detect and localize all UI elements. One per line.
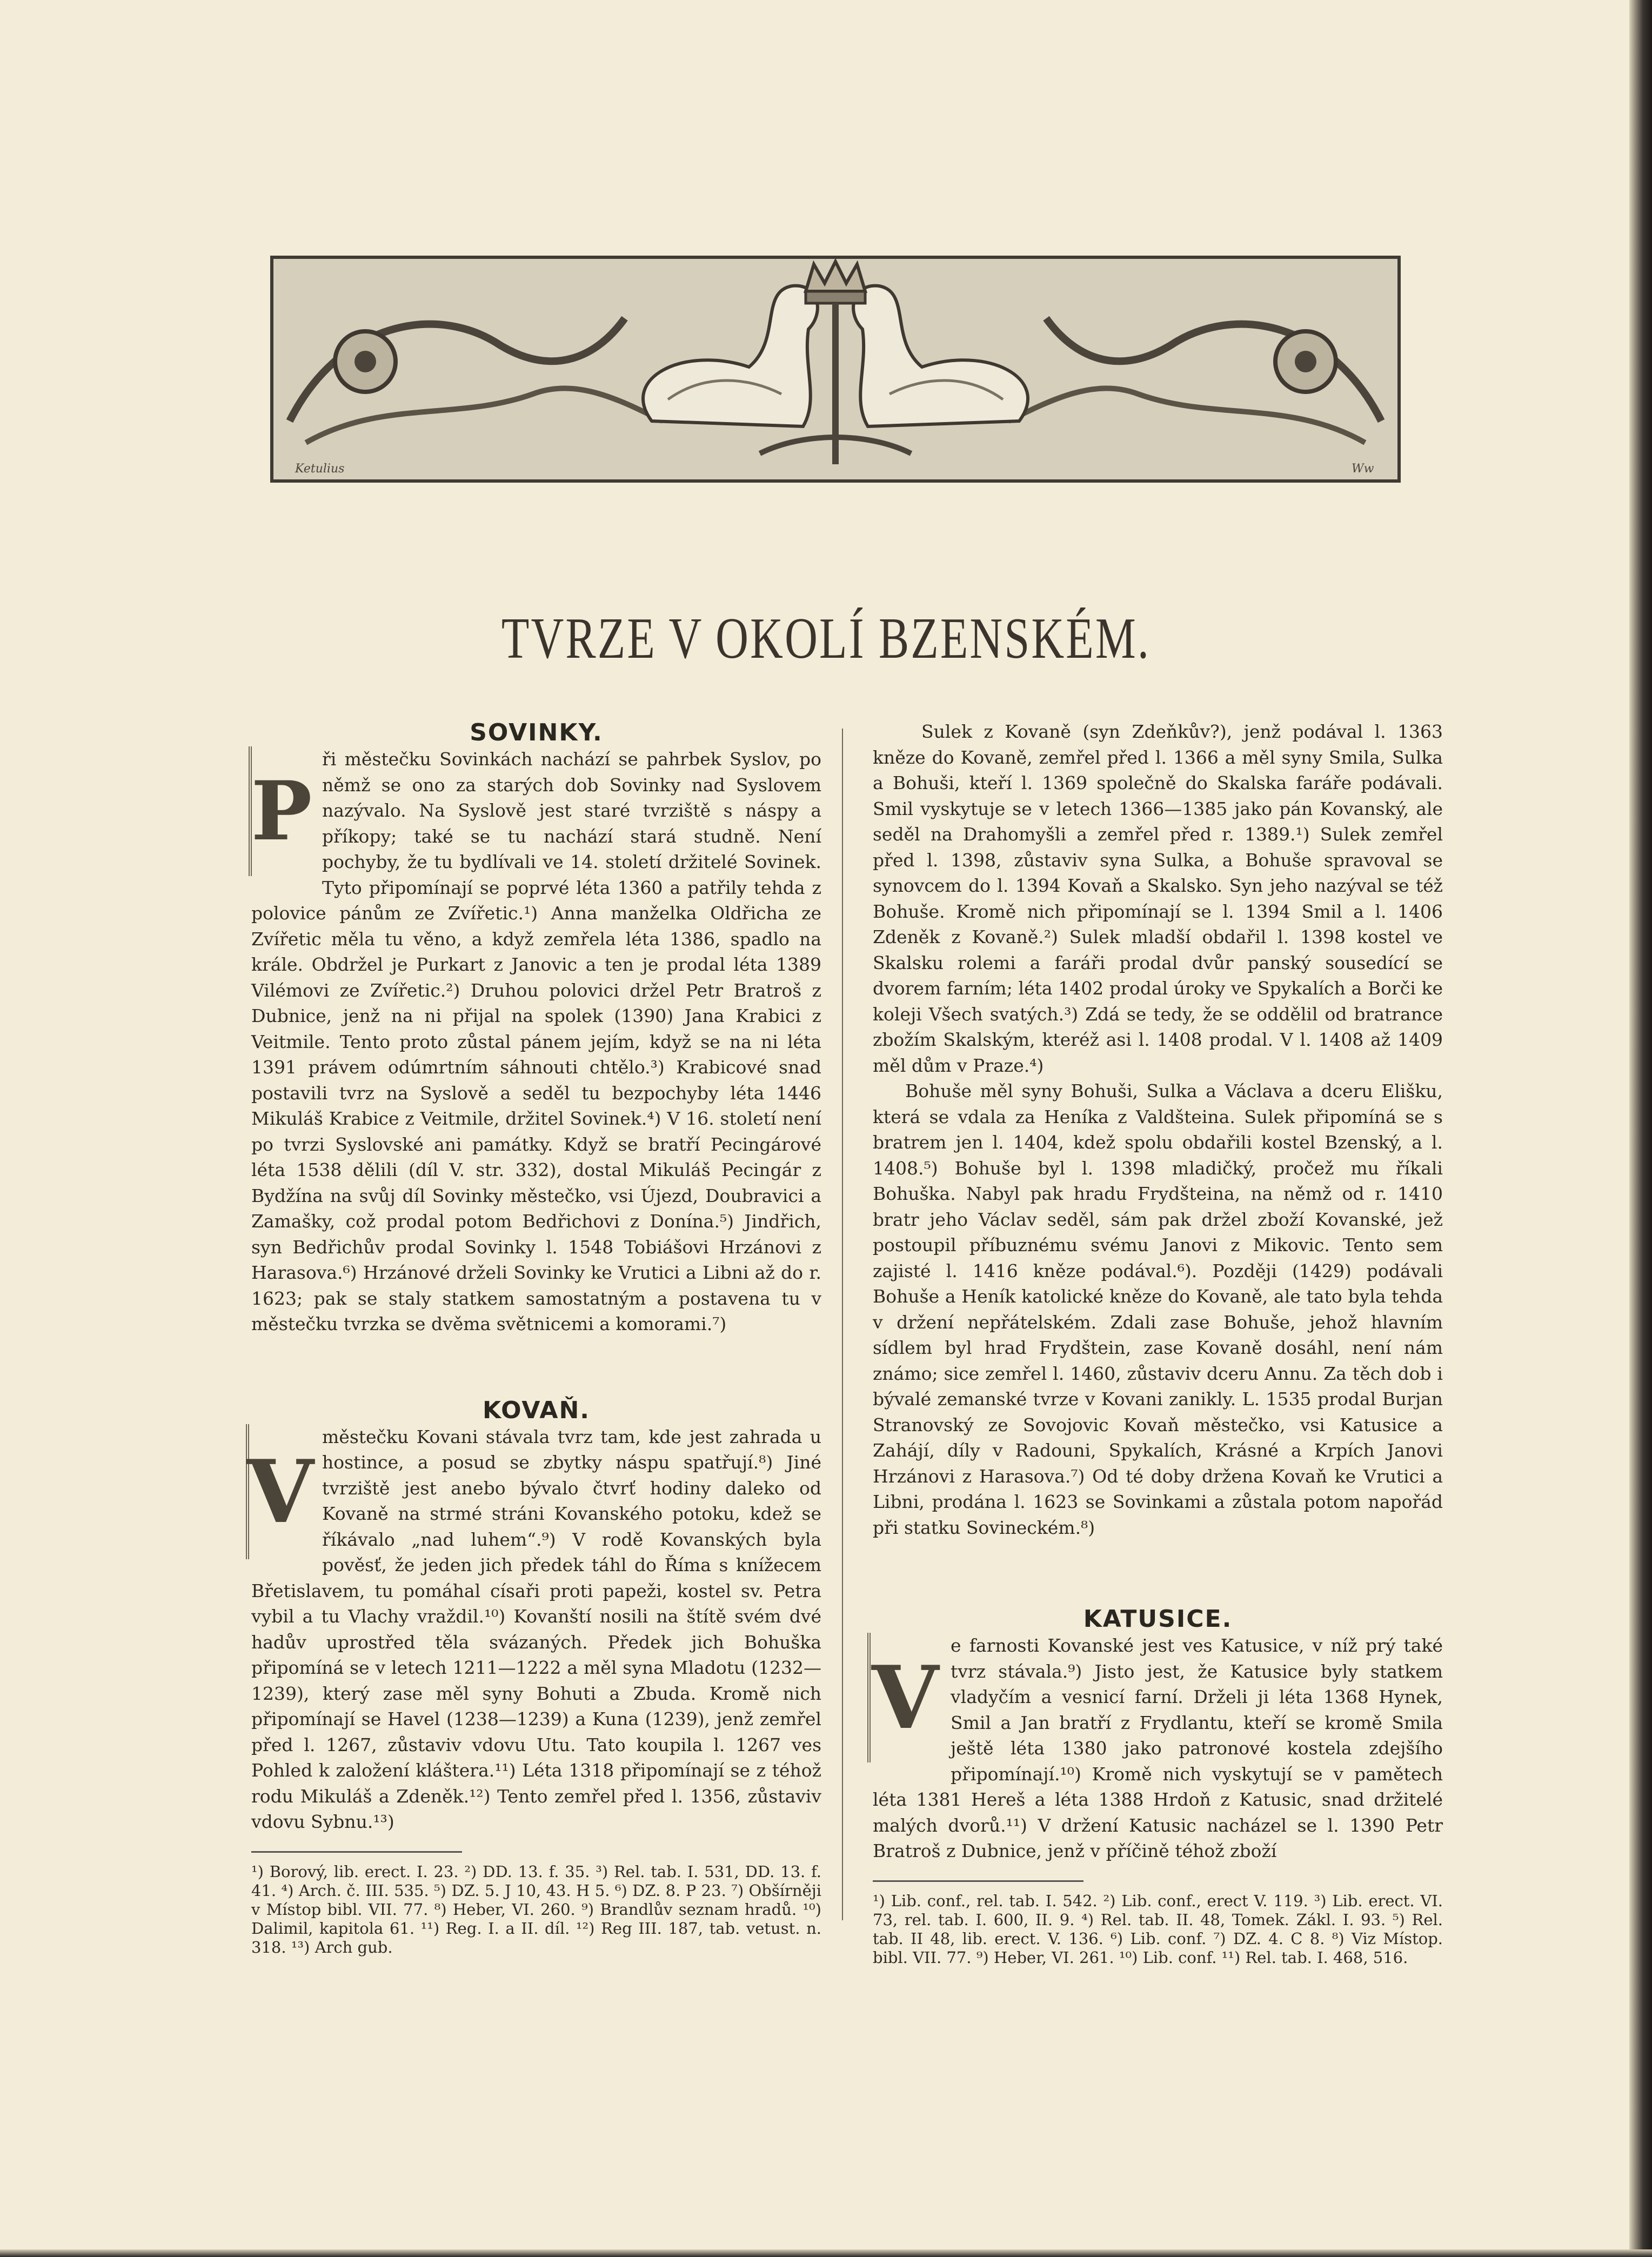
ornamental-banner	[270, 256, 1401, 483]
column-divider	[842, 729, 843, 1920]
katusice-text: e farnosti Kovanské jest ves Katusice, v níž prý také tvrz stávala.⁹) Jisto jest, že Katusice byly statkem vladyčím a vesnicí farní. Drželi ji léta 1368 Hynek, Smil a Jan bratří z Frydlantu, kteří se kromě Smila ještě léta 1380 jako patronové kostela zdejšího připomínají.¹⁰) Kromě nich vyskytují se v pamětech léta 1381 Hereš a léta 1388 Hrdoň z Katusic, snad držitelé malých dvorů.¹¹) V držení Katusic nacházel se l. 1390 Petr Bratroš z Dubnice, jenž v příčině téhož zboží	[873, 1635, 1443, 1861]
page-edge-shadow	[1629, 0, 1652, 2257]
section-heading-kovan: KOVAŇ.	[483, 1396, 590, 1424]
decorative-initial-p: P	[249, 746, 311, 876]
page-title: TVRZE V OKOLÍ BZENSKÉM.	[501, 606, 1151, 671]
section-heading-katusice: KATUSICE.	[1083, 1605, 1233, 1633]
decorative-initial-v: V	[867, 1633, 940, 1762]
banner-engraver-signature: Ww	[1352, 462, 1374, 476]
kovan-text-continued: Sulek z Kovaně (syn Zdeňkův?), jenž podával l. 1363 kněze do Kovaně, zemřel před l. 1366 a měl syny Smila, Sulka a Bohuši, kteří l. 1369 společně do Skalska faráře podávali. Smil vyskytuje se v letech 1366—1385 jako pán Kovanský, ale seděl na Drahomyšli a zemřel před r. 1389.¹) Sulek zemřel před l. 1398, zůstaviv syna Sulka, a Bohuše spravoval se synovcem do l. 1394 Kovaň a Skalsko. Syn jeho nazýval se též Bohuše. Kromě nich připomínají se l. 1394 Smil a l. 1406 Zdeněk z Kovaně.²) Sulek mladší obdařil l. 1398 kostel ve Skalsku rolemi a faráři prodal dvůr panský sousedící se dvorem farním; léta 1402 prodal úroky ve Spykalích a Borči ke koleji Všech svatých.³) Zdá se tedy, že se oddělil od bratrance zbožím Skalským, kteréž asi l. 1408 prodal. V l. 1408 až 1409 měl dům v Praze.⁴)	[873, 721, 1443, 1076]
decorative-initial-v: V	[246, 1424, 311, 1559]
kovan-text: městečku Kovani stávala tvrz tam, kde jest zahrada u hostince, a posud se zbytky náspu spatřují.⁸) Jiné tvrziště jest anebo bývalo čtvrť hodiny daleko od Kovaně na strmé stráni Kovanského potoku, kdež se říkávalo „nad luhem“.⁹) V rodě Kovanských byla pověsť, že jeden jich předek táhl do Říma s knížecem Břetislavem, tu pomáhal císaři proti papeži, kostel sv. Petra vybil a tu Vlachy vraždil.¹⁰) Kovanští nosili na štítě svém dvé hadův uprostřed těla svázaných. Předek jich Bohuška připomíná se v letech 1211—1222 a měl syna Mladotu (1232—1239), který zase měl syny Bohuti a Zbuda. Kromě nich připomínají se Havel (1238—1239) a Kuna (1239), jenž zemřel před l. 1267, zůstaviv vdovu Utu. Tato koupila l. 1267 ves Pohled k založení kláštera.¹¹) Léta 1318 připomínají se z téhož rodu Mikuláš a Zdeněk.¹²) Tento zemřel před l. 1356, zůstaviv vdovu Sybnu.¹³)	[251, 1426, 821, 1832]
footnote-rule-left	[251, 1851, 462, 1853]
swan-ornament-illustration	[273, 259, 1397, 479]
page-bottom-shadow	[0, 2249, 1652, 2257]
banner-artist-signature: Ketulius	[295, 462, 345, 476]
left-column	[246, 719, 821, 1957]
right-column	[873, 719, 1443, 1967]
sovinky-section	[251, 746, 821, 1337]
kovan-text-continued-2: Bohuše měl syny Bohuši, Sulka a Václava a dceru Elišku, která se vdala za Heníka z Valdšteina. Sulek připomíná se s bratrem jen l. 1404, kdež spolu obdařili kostel Bzenský, a l. 1408.⁵) Bohuše byl l. 1398 mladičký, pročež mu říkali Bohuška. Nabyl pak hradu Frydšteina, na němž od r. 1410 bratr jeho Václav seděl, sám pak držel zboží Kovanské, jež postoupil příbuznému svému Janovi z Mikovic. Tento sem zajisté l. 1416 kněze podával.⁶). Později (1429) podávali Bohuše a Heník katolické kněze do Kovaně, ale tato byla tehda v držení nepřátelském. Zdali zase Bohuše, jehož hlavním sídlem byl hrad Frydštein, zase Kovaně dosáhl, není nám známo; sice zemřel l. 1460, zůstaviv dceru Annu. Za těch dob i bývalé zemanské tvrze v Kovani zanikly. L. 1535 prodal Burjan Stranovský ze Sovojovic Kovaň městečko, vsi Katusice a Zahájí, díly v Radouni, Spykalích, Krásné a Krpích Janovi Hrzánovi z Harasova.⁷) Od té doby držena Kovaň ke Vrutici a Libni, prodána l. 1623 se Sovinkami a zůstala potom napořád při statku Sovineckém.⁸)	[873, 1080, 1443, 1538]
section-heading-sovinky: SOVINKY.	[470, 719, 603, 746]
footnote-rule-right	[873, 1880, 1084, 1882]
footnotes-left: ¹) Borový, lib. erect. I. 23. ²) DD. 13. f. 35. ³) Rel. tab. I. 531, DD. 13. f. 41. ⁴) Arch. č. III. 535. ⁵) DZ. 5. J 10, 43. H 5. ⁶) DZ. 8. P 23. ⁷) Obšírněji v Místop bibl. VII. 77. ⁸) Heber, VI. 260. ⁹) Brandlův seznam hradů. ¹⁰) Dalimil, kapitola 61. ¹¹) Reg. I. a II. díl. ¹²) Reg III. 187, tab. vetust. n. 318. ¹³) Arch gub.	[251, 1862, 821, 1956]
footnotes-right: ¹) Lib. conf., rel. tab. I. 542. ²) Lib. conf., erect V. 119. ³) Lib. erect. VI. 73, rel. tab. I. 600, II. 9. ⁴) Rel. tab. II. 48, Tomek. Zákl. I. 93. ⁵) Rel. tab. II 48, lib. erect. V. 136. ⁶) Lib. conf. ⁷) DZ. 4. C 8. ⁸) Viz Místop. bibl. VII. 77. ⁹) Heber, VI. 261. ¹⁰) Lib. conf. ¹¹) Rel. tab. I. 468, 516.	[873, 1891, 1443, 1967]
katusice-section	[873, 1633, 1443, 1864]
sovinky-text: ři městečku Sovinkách nachází se pahrbek Syslov, po němž se ono za starých dob Sovinky nad Syslovem nazývalo. Na Syslově jest staré tvrziště s náspy a příkopy; také se tu nachází stará studně. Není pochyby, že tu bydlívali ve 14. století držitelé Sovinek. Tyto připomínají se poprvé léta 1360 a patřily tehda z polovice pánům ze Zvířetic.¹) Anna manželka Oldřicha ze Zvířetic měla tu věno, a když zemřela léta 1386, spadlo na krále. Obdržel je Purkart z Janovic a ten je prodal léta 1389 Vilémovi ze Zvířetic.²) Druhou polovici držel Petr Bratroš z Dubnice, jenž na ni přijal na spolek (1390) Jana Krabici z Veitmile. Tento proto zůstal pánem jejím, když se na ni léta 1391 právem odúmrtním sáhnouti chtělo.³) Krabicové snad postavili tvrz na Syslově a seděl tu bezpochyby léta 1446 Mikuláš Krabice z Veitmile, držitel Sovinek.⁴) V 16. století není po tvrzi Syslovské ani památky. Když se bratří Pecingárové léta 1538 dělili (díl V. str. 332), dostal Mikuláš Pecingár z Bydžína na svůj díl Sovinky městečko, vsi Újezd, Doubravici a Zamašky, což prodal potom Bedřichovi z Donína.⁵) Jindřich, syn Bedřichův prodal Sovinky l. 1548 Tobiášovi Hrzánovi z Harasova.⁶) Hrzánové drželi Sovinky ke Vrutici a Libni až do r. 1623; pak se staly statkem samostatným a postavena tu v městečku tvrzka se dvěma světnicemi a komorami.⁷)	[251, 749, 821, 1334]
kovan-section	[246, 1424, 821, 1835]
